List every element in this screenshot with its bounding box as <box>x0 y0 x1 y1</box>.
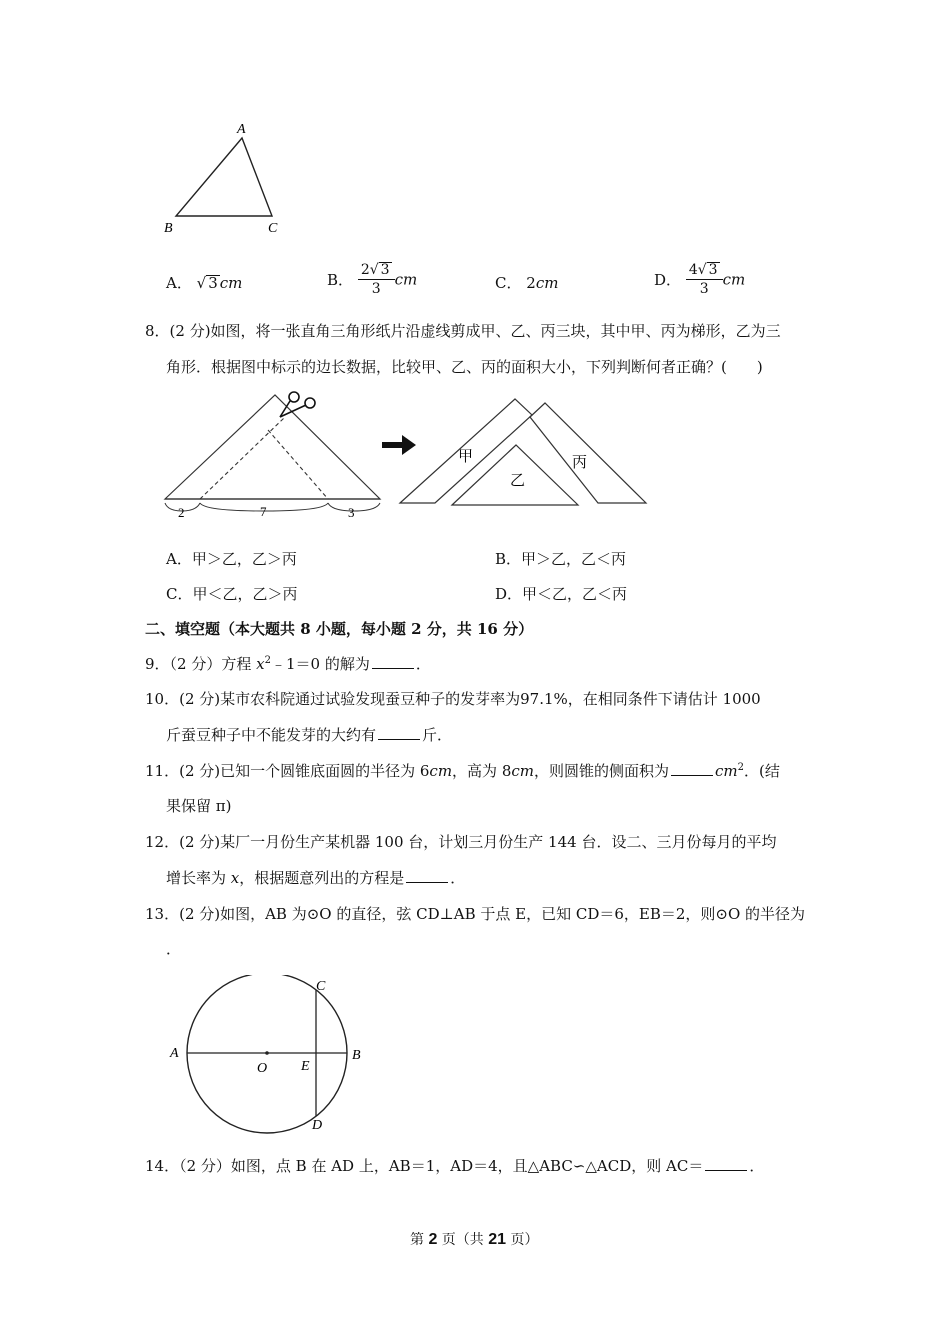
arrow-right-icon <box>382 435 416 455</box>
q8-stem-line1: 8．(2 分)如图，将一张直角三角形纸片沿虚线剪成甲、乙、丙三块，其中甲、丙为梯形，乙为三 <box>145 322 781 340</box>
point-c-label: C <box>316 979 326 994</box>
q7-option-d[interactable]: D． $\frac{4√ 3}{3}$ cm <box>654 262 746 297</box>
center-dot <box>265 1051 269 1055</box>
point-e-label: E <box>301 1059 310 1074</box>
page-total: 21 <box>488 1231 507 1248</box>
length-left: 2 <box>178 505 185 520</box>
answer-blank[interactable] <box>378 726 420 740</box>
length-mid: 7 <box>260 504 267 519</box>
q13-circle-figure <box>165 975 370 1135</box>
q7-option-c[interactable]: C． 2cm <box>495 274 559 292</box>
q8-figure <box>160 385 655 525</box>
triangle-abc <box>176 138 272 216</box>
point-a-label: A <box>170 1046 179 1061</box>
q11-line1: 11．(2 分)已知一个圆锥底面圆的半径为 6cm，高为 8cm，则圆锥的侧面积为 $cm^2$．(结 <box>145 762 780 780</box>
vertex-c-label: C <box>268 221 278 236</box>
answer-blank[interactable] <box>372 655 414 669</box>
piece-bing <box>530 403 646 503</box>
point-d-label: D <box>312 1118 323 1133</box>
piece-bing-label: 丙 <box>572 455 588 471</box>
triangle-abc-figure <box>160 118 290 240</box>
q13-line2: ． <box>166 940 182 958</box>
q10-line1: 10．(2 分)某市农科院通过试验发现蚕豆种子的发芽率为97.1%，在相同条件下请估计 1000 <box>145 690 761 708</box>
answer-blank[interactable] <box>406 869 448 883</box>
q7-option-b[interactable]: B． $\frac{2√ 3}{3}$ cm <box>327 262 418 297</box>
page-number: 2 <box>428 1231 438 1248</box>
q8-option-b[interactable]: B．甲＞乙，乙＜丙 <box>495 550 627 568</box>
vertex-a-label: A <box>237 122 246 137</box>
q8-option-a[interactable]: A．甲＞乙，乙＞丙 <box>166 550 297 568</box>
q11-line2: 果保留 π) <box>166 797 232 815</box>
fraction-d: $\frac{4√ 3}{3}$ <box>686 261 723 298</box>
q8-option-c[interactable]: C．甲＜乙，乙＞丙 <box>166 585 298 603</box>
q13-line1: 13．(2 分)如图，AB 为⊙O 的直径，弦 CD⊥AB 于点 E，已知 CD＝6，EB＝2，则⊙O 的半径为 <box>145 905 806 923</box>
vertex-b-label: B <box>164 221 173 236</box>
piece-yi-label: 乙 <box>510 473 526 489</box>
length-right: 3 <box>348 505 355 520</box>
fraction-b: $\frac{2√ 3}{3}$ <box>358 261 395 298</box>
q12-line2: 增长率为 x，根据题意列出的方程是 ． <box>166 869 466 887</box>
answer-blank[interactable] <box>671 762 713 776</box>
q14: 14．（2 分）如图，点 B 在 AD 上，AB＝1，AD＝4，且△ABC∽△ACD，则 AC＝ ． <box>145 1157 765 1175</box>
answer-blank[interactable] <box>705 1157 747 1171</box>
section-2-heading: 二、填空题（本大题共 8 小题，每小题 2 分，共 16 分） <box>145 620 534 638</box>
q10-line2: 斤蚕豆种子中不能发芽的大约有 斤． <box>166 726 453 744</box>
cut-line-left <box>200 417 285 499</box>
q12-line1: 12．(2 分)某厂一月份生产某机器 100 台，计划三月份生产 144 台．设二、三月份每月的平均 <box>145 833 777 851</box>
q8-stem-line2: 角形．根据图中标示的边长数据，比较甲、乙、丙的面积大小，下列判断何者正确？( ) <box>166 358 763 376</box>
piece-jia-label: 甲 <box>458 449 474 465</box>
sqrt-symbol: √ <box>196 274 207 292</box>
q9: 9．（2 分）方程 $x^2﹣1=0$ 的解为 ． <box>145 655 431 673</box>
q8-option-d[interactable]: D．甲＜乙，乙＜丙 <box>495 585 628 603</box>
paper-triangle <box>165 395 380 499</box>
point-b-label: B <box>352 1048 361 1063</box>
cut-line-right <box>268 430 328 499</box>
point-o-label: O <box>257 1061 268 1076</box>
q7-option-a[interactable]: A． √ 3 cm <box>166 274 243 292</box>
page-footer: 第 2 页（共 21 页） <box>410 1231 539 1248</box>
